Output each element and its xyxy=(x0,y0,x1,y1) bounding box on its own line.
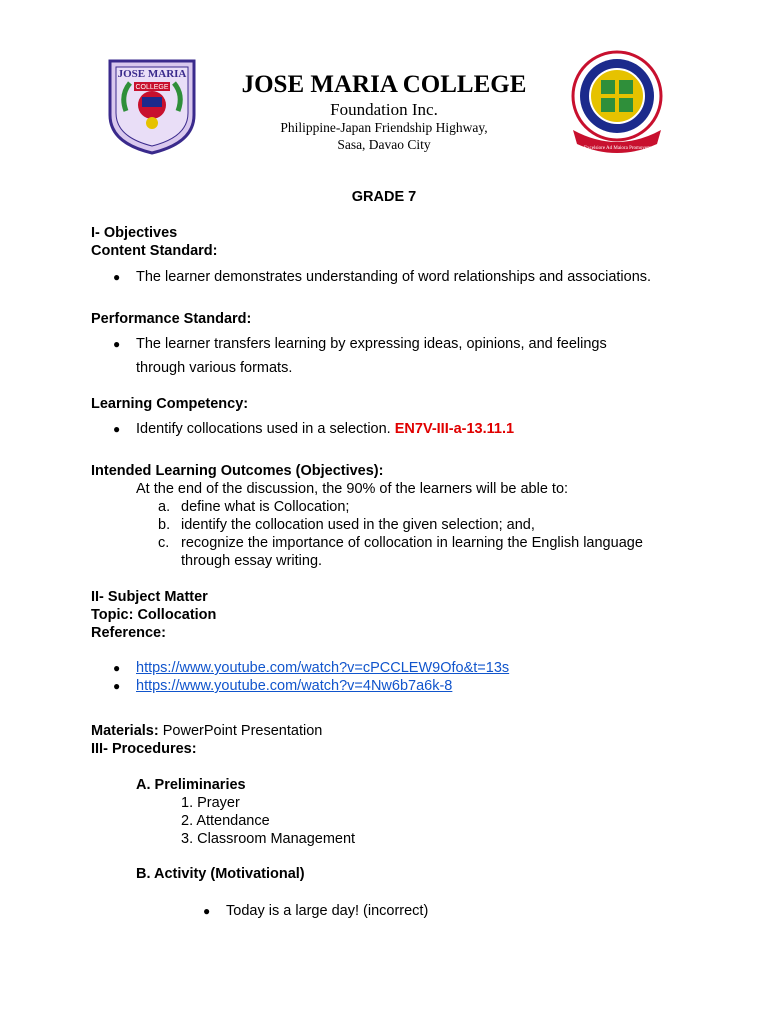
foundation-line: Foundation Inc. xyxy=(330,100,438,119)
seal-motto: In Excelsiore Ad Maiora Promovemus xyxy=(578,146,656,151)
bullet: ● xyxy=(113,661,121,675)
materials-label: Materials: xyxy=(91,723,159,739)
performance-text-line2: through various formats. xyxy=(136,360,293,376)
competency-code: EN7V-III-a-13.11.1 xyxy=(394,421,515,437)
ilo-item-continued: through essay writing. xyxy=(181,553,323,569)
reference-label: Reference: xyxy=(91,625,166,641)
competency-line xyxy=(136,420,514,438)
ilo-marker: c. xyxy=(158,535,170,551)
bullet: ● xyxy=(113,422,121,436)
preliminary-item: 3. Classroom Management xyxy=(181,831,356,847)
college-name: JOSE MARIA COLLEGE xyxy=(241,71,527,98)
ilo-marker: b. xyxy=(158,517,171,533)
activity-item: Today is a large day! (incorrect) xyxy=(226,903,429,919)
preliminary-item: 2. Attendance xyxy=(181,813,270,829)
topic-line: Topic: Collocation xyxy=(91,607,217,623)
materials-value: PowerPoint Presentation xyxy=(162,723,323,739)
competency-label: Learning Competency: xyxy=(91,396,249,412)
address-line2: Sasa, Davao City xyxy=(337,137,431,152)
preliminaries-heading: A. Preliminaries xyxy=(136,777,246,793)
logo-subtitle: COLLEGE xyxy=(135,84,169,91)
bullet: ● xyxy=(113,679,121,693)
objectives-heading: I- Objectives xyxy=(91,225,178,241)
ilo-marker: a. xyxy=(158,499,171,515)
competency-text: Identify collocations used in a selection. xyxy=(136,421,391,437)
ilo-item: recognize the importance of collocation in learning the English language xyxy=(181,535,643,551)
bullet: ● xyxy=(203,904,211,918)
activity-heading: B. Activity (Motivational) xyxy=(136,866,305,882)
preliminary-item: 1. Prayer xyxy=(181,795,240,811)
address-line1: Philippine-Japan Friendship Highway, xyxy=(280,120,488,135)
ilo-item: define what is Collocation; xyxy=(181,499,350,515)
grade-title: GRADE 7 xyxy=(351,189,417,205)
materials-line xyxy=(91,722,322,740)
reference-link-2[interactable]: https://www.youtube.com/watch?v=4Nw6b7a6k-8 xyxy=(136,678,453,694)
procedures-heading: III- Procedures: xyxy=(91,741,197,757)
subject-matter-heading: II- Subject Matter xyxy=(91,589,208,605)
content-standard-label: Content Standard: xyxy=(91,243,218,259)
reference-link-1[interactable]: https://www.youtube.com/watch?v=cPCCLEW9Ofo&t=13s xyxy=(136,660,510,676)
ilo-item: identify the collocation used in the given selection; and, xyxy=(181,517,535,533)
ilo-label: Intended Learning Outcomes (Objectives): xyxy=(91,463,384,479)
logo-title: JOSE MARIA xyxy=(117,68,187,80)
bullet: ● xyxy=(113,270,121,284)
content-standard-text: The learner demonstrates understanding of word relationships and associations. xyxy=(136,269,652,285)
performance-text-line1: The learner transfers learning by expressing ideas, opinions, and feelings xyxy=(136,336,607,352)
performance-standard-label: Performance Standard: xyxy=(91,311,252,327)
bullet: ● xyxy=(113,337,121,351)
ilo-intro: At the end of the discussion, the 90% of the learners will be able to: xyxy=(136,481,569,497)
